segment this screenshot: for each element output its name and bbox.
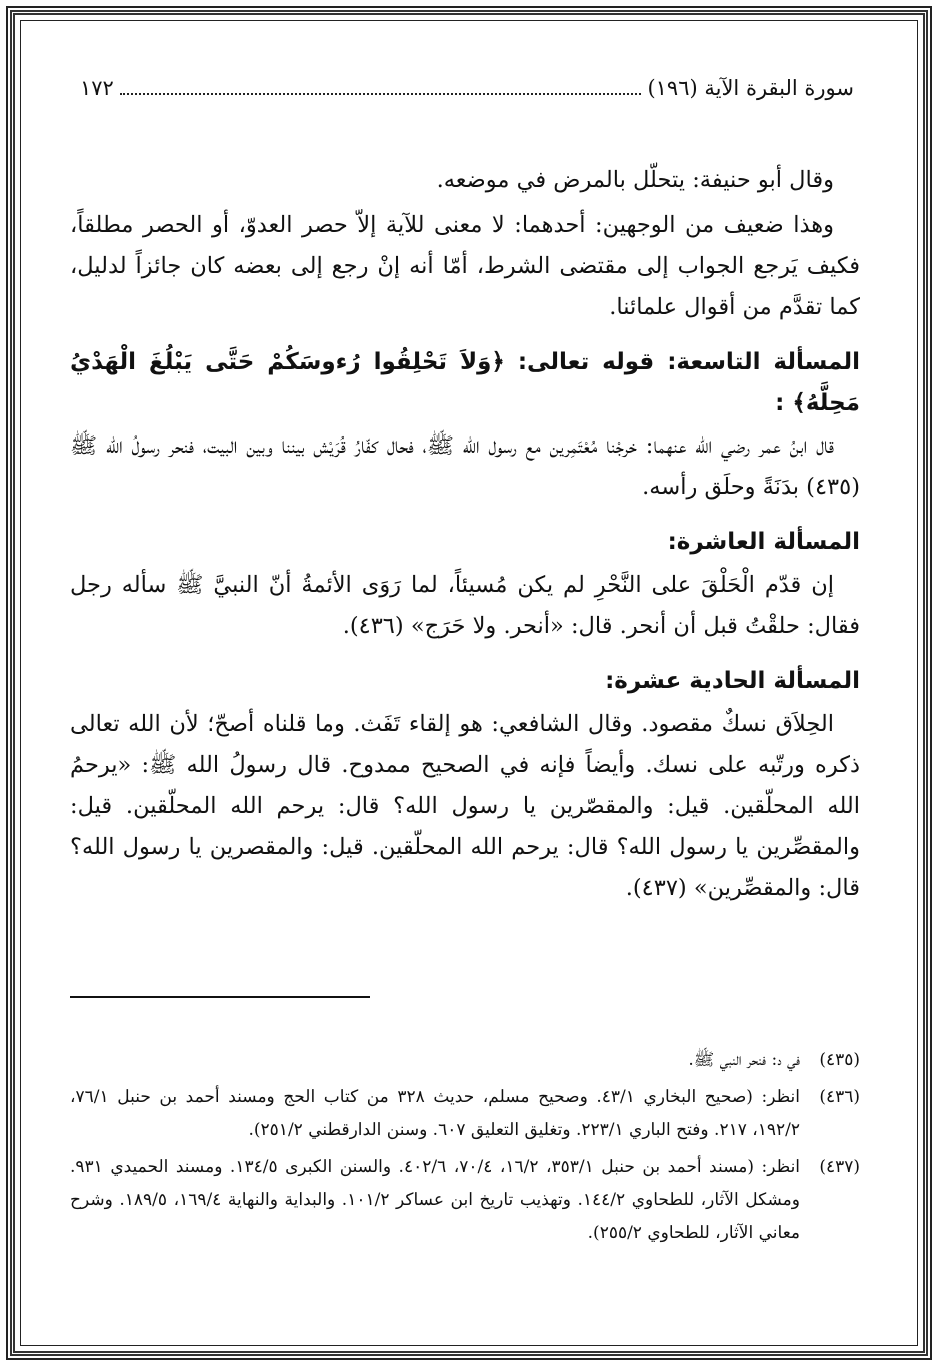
footnote-separator [70,996,370,998]
header-title: سورة البقرة الآية (١٩٦) [647,76,854,100]
main-text [70,160,860,917]
heading-ninth-issue [70,342,860,424]
footnote-number: (٤٣٦) [819,1087,860,1107]
heading-ninth-label: المسألة التاسعة: قوله تعالى: [517,349,860,375]
running-header [70,68,860,108]
paragraph-shaving-ritual: الحِلاَق نسكٌ مقصود. وقال الشافعي: هو إلقاء تَفَث. وما قلناه أصحّ؛ لأن الله تعالى ذكره ورتّبه على نسك. وأيضاً فإنه في الصحيح ممدوح. قال رسولُ الله ﷺ: «يرحمُ الله المحلّقين. قيل: والمقصّرين يا رسول الله؟ قال: يرحم الله المحلّقين. قيل: والمقصِّرين يا رسول الله؟ قال: يرحم الله المحلّقين. قيل: والمقصرين يا رسول الله؟ قال: والمقصِّرين» (٤٣٧). [70,711,860,901]
footnote-text: انظر: (مسند أحمد بن حنبل ٣٥٣/١، ١٦/٢، ٧٠/٤، ٤٠٢/٦. والسنن الكبرى ١٣٤/٥. ومسند الحميدي ٩٣١. ومشكل الآثار، للطحاوي ١٤٤/٢. وتهذيب تاريخ ابن عساكر ١٠١/٢. والبداية والنهاية ١٦٩/٤، ١٨٩/٥. وشرح معاني الآثار، للطحاوي ٢٥٥/٢). [70,1157,801,1243]
footnote-number: (٤٣٥) [819,1050,860,1070]
page-content [70,68,860,1338]
footnote-436 [70,1081,860,1147]
footnote-435 [70,1044,860,1077]
paragraph-shaving-before-sacrifice: إن قدّم الْحَلْقَ على النَّحْرِ لم يكن مُسيئاً، لما رَوَى الأئمةُ أنّ النبيَّ ﷺ سأله رجل فقال: حلقْتُ قبل أن أنحر. قال: «أنحر. ولا حَرَج» (٤٣٦). [70,572,860,639]
footnote-text: في د: فنحر النبي ﷺ. [688,1050,800,1070]
heading-eleventh-issue: المسألة الحادية عشرة: [605,668,860,694]
quran-verse: ﴿وَلاَ تَحْلِقُوا رُءوسَكُمْ حَتَّى يَبْلُغَ الْهَدْيُ مَحِلَّهُ﴾ : [70,349,860,416]
footnote-number: (٤٣٧) [819,1157,860,1177]
heading-tenth-issue: المسألة العاشرة: [667,529,860,555]
paragraph-ibn-umar: قال ابنُ عمر رضي الله عنهما: خرجْنا مُعْتَمِرين مع رسول الله ﷺ، فحال كفّارُ قُرَيْش بيننا وبين البيت، فنحر رسولُ الله ﷺ (٤٣٥) بدَنَةً وحلَق رأسه. [70,433,860,500]
footnotes [70,1044,860,1254]
page-number: ١٧٢ [80,76,114,100]
footnote-437 [70,1151,860,1250]
paragraph-abu-hanifa: وقال أبو حنيفة: يتحلّل بالمرض في موضعه. [436,167,834,193]
header-dot-leader [120,81,642,95]
footnote-text: انظر: (صحيح البخاري ٤٣/١. وصحيح مسلم، حديث ٣٢٨ من كتاب الحج ومسند أحمد بن حنبل ٧٦/١، ١٩٢/٢، ٢١٧. وفتح الباري ٢٢٣/١. وتغليق التعليق ٦٠٧. وسنن الدارقطني ٢٥١/٢). [70,1087,800,1140]
paragraph-weakness: وهذا ضعيف من الوجهين: أحدهما: لا معنى للآية إلاّ حصر العدوّ، أو الحصر مطلقاً، فكيف يَرجع الجواب إلى مقتضى الشرط، أمّا أنه إنْ رجع إلى بعضه كان جائزاً لدليل، كما تقدَّم من أقوال علمائنا. [70,212,860,320]
